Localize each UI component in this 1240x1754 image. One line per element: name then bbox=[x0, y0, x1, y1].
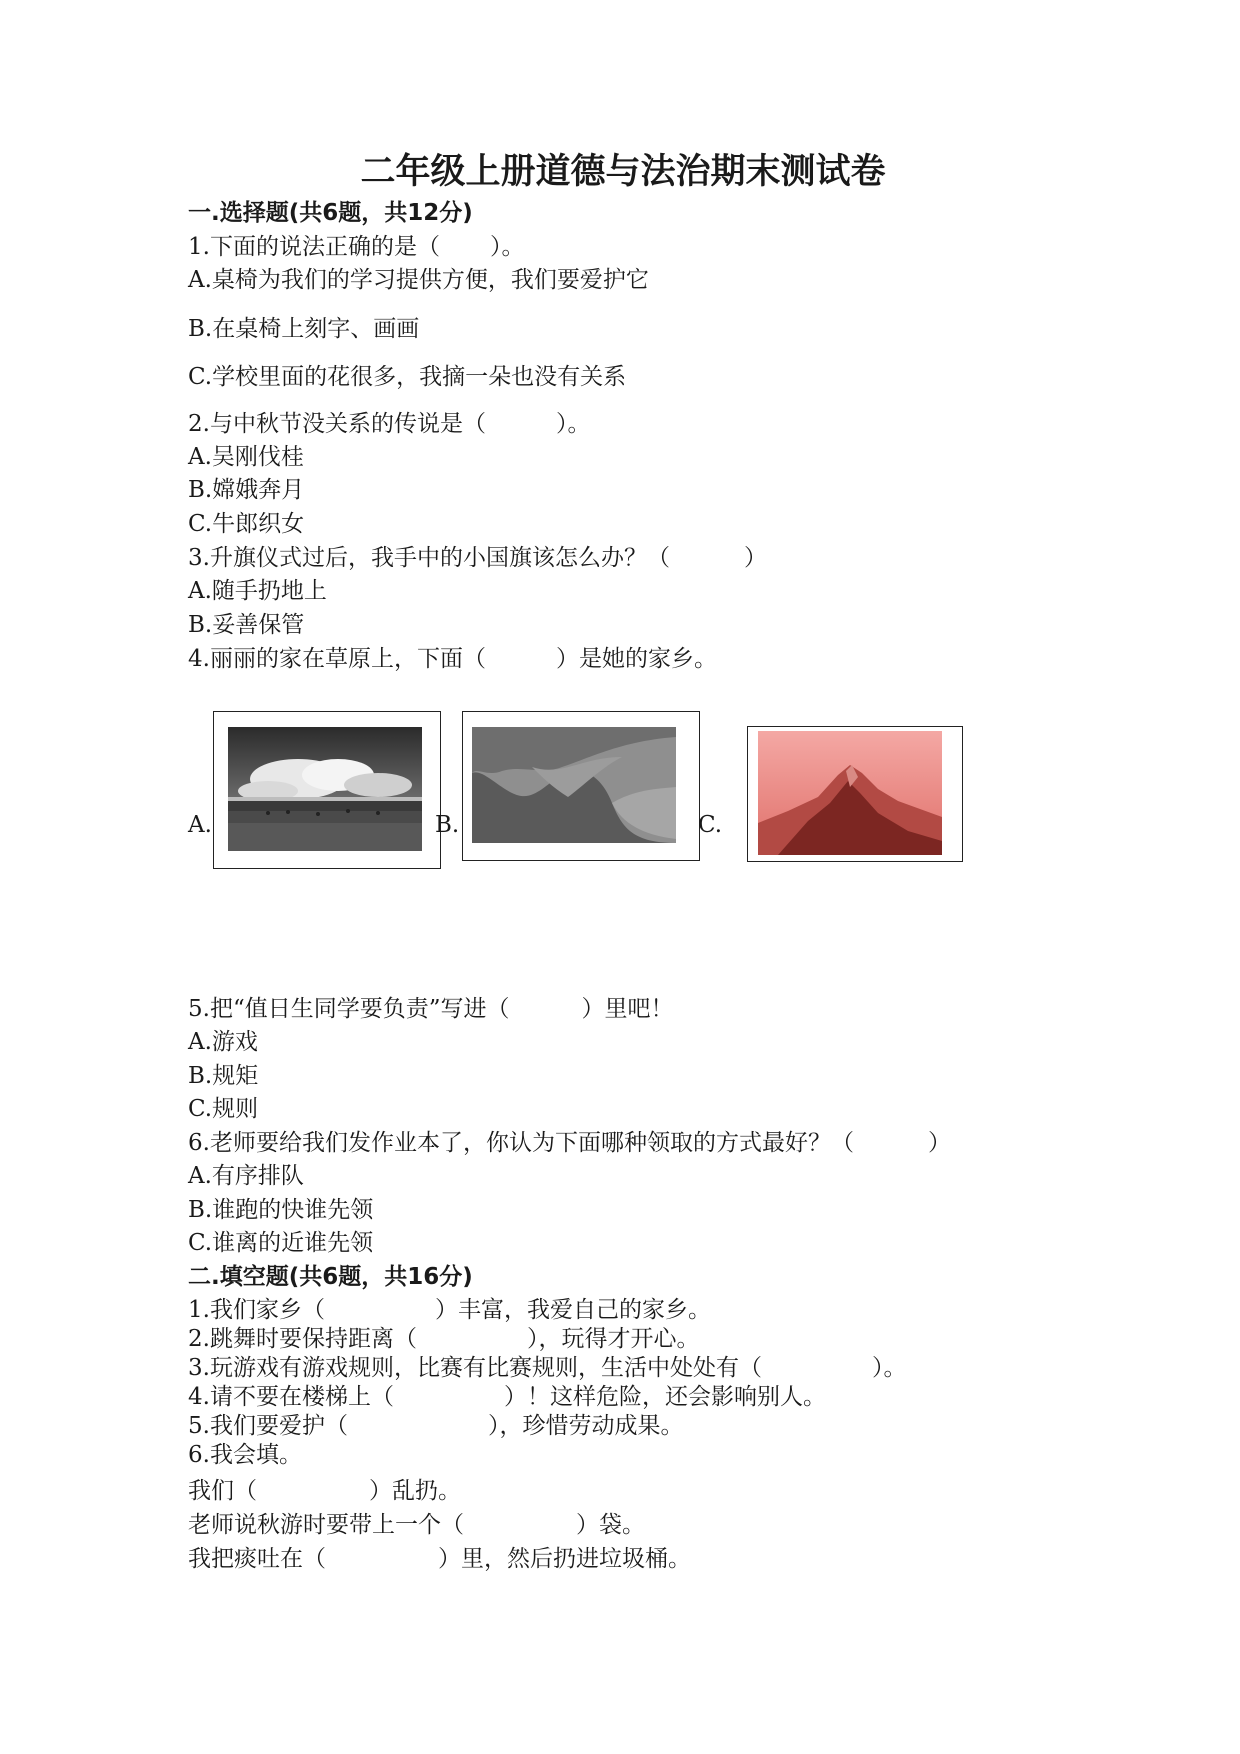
stem-text: 3.玩游戏有游戏规则，比赛有比赛规则，生活中处处有（ bbox=[188, 1355, 762, 1381]
stem-text: 4.请不要在楼梯上（ bbox=[188, 1384, 394, 1410]
fill-question-3 bbox=[188, 1353, 906, 1383]
fill-question-6-line-2 bbox=[188, 1510, 645, 1540]
question-5-option-b: B.规矩 bbox=[188, 1063, 259, 1089]
stem-text: ）。 bbox=[871, 1355, 907, 1381]
question-3-stem bbox=[188, 543, 767, 573]
question-1-stem bbox=[188, 232, 524, 262]
stem-text: ）是她的家乡。 bbox=[555, 646, 717, 672]
stem-text: 2.与中秋节没关系的传说是（ bbox=[188, 411, 486, 437]
section-heading-fill: 二.填空题(共6题，共16分) bbox=[188, 1264, 473, 1290]
fill-question-6-line-3 bbox=[188, 1544, 691, 1574]
question-1-option-c: C.学校里面的花很多，我摘一朵也没有关系 bbox=[188, 364, 627, 390]
question-4-stem bbox=[188, 644, 717, 674]
question-2-option-c: C.牛郎织女 bbox=[188, 511, 305, 537]
stem-text: 1.我们家乡（ bbox=[188, 1297, 325, 1323]
stem-text: 5.我们要爱护（ bbox=[188, 1413, 348, 1439]
stem-text: ）！这样危险，还会影响别人。 bbox=[503, 1384, 826, 1410]
fill-question-6-stem: 6.我会填。 bbox=[188, 1442, 302, 1468]
stem-text: 2.跳舞时要保持距离（ bbox=[188, 1326, 417, 1352]
grassland-photo bbox=[228, 727, 422, 851]
stem-text: ）。 bbox=[489, 234, 525, 260]
stem-text: 5.把“值日生同学要负责”写进（ bbox=[188, 996, 510, 1022]
stem-text: 6.老师要给我们发作业本了，你认为下面哪种领取的方式最好？（ bbox=[188, 1130, 854, 1156]
question-4-option-a: A. bbox=[188, 812, 212, 838]
question-6-option-b: B.谁跑的快谁先领 bbox=[188, 1197, 374, 1223]
stem-text: ）袋。 bbox=[576, 1512, 645, 1538]
stem-text: ）。 bbox=[555, 411, 591, 437]
fill-question-1 bbox=[188, 1295, 711, 1325]
question-6-stem bbox=[188, 1128, 951, 1158]
stem-text: 3.升旗仪式过后，我手中的小国旗该怎么办？（ bbox=[188, 545, 670, 571]
question-3-option-a: A.随手扔地上 bbox=[188, 578, 327, 604]
question-2-option-b: B.嫦娥奔月 bbox=[188, 477, 305, 503]
mountain-photo bbox=[758, 731, 942, 855]
question-5-stem bbox=[188, 994, 673, 1024]
fill-question-2 bbox=[188, 1324, 699, 1354]
stem-text: ）里，然后扔进垃圾桶。 bbox=[438, 1546, 691, 1572]
stem-text: ），玩得才开心。 bbox=[526, 1326, 700, 1352]
page-title: 二年级上册道德与法治期末测试卷 bbox=[360, 152, 886, 192]
fill-question-5 bbox=[188, 1411, 683, 1441]
fill-question-4 bbox=[188, 1382, 826, 1412]
question-5-option-c: C.规则 bbox=[188, 1096, 259, 1122]
question-6-option-c: C.谁离的近谁先领 bbox=[188, 1230, 374, 1256]
stem-text: 我们（ bbox=[188, 1478, 257, 1504]
stem-text: 1.下面的说法正确的是（ bbox=[188, 234, 440, 260]
section-heading-choice: 一.选择题(共6题，共12分) bbox=[188, 200, 473, 226]
question-2-option-a: A.吴刚伐桂 bbox=[188, 444, 304, 470]
stem-text: ）里吧！ bbox=[581, 996, 674, 1022]
fill-question-6-line-1 bbox=[188, 1476, 461, 1506]
stem-text: 4.丽丽的家在草原上，下面（ bbox=[188, 646, 486, 672]
question-4-option-b: B. bbox=[435, 812, 460, 838]
stem-text: ）乱扔。 bbox=[369, 1478, 461, 1504]
stem-text: 我把痰吐在（ bbox=[188, 1546, 326, 1572]
desert-photo bbox=[472, 727, 676, 843]
question-3-option-b: B.妥善保管 bbox=[188, 612, 305, 638]
stem-text: ） bbox=[927, 1130, 951, 1156]
stem-text: 老师说秋游时要带上一个（ bbox=[188, 1512, 464, 1538]
question-1-option-a: A.桌椅为我们的学习提供方便，我们要爱护它 bbox=[188, 267, 649, 293]
stem-text: ）丰富，我爱自己的家乡。 bbox=[434, 1297, 711, 1323]
stem-text: ），珍惜劳动成果。 bbox=[487, 1413, 684, 1439]
stem-text: ） bbox=[743, 545, 767, 571]
question-2-stem bbox=[188, 409, 590, 439]
question-5-option-a: A.游戏 bbox=[188, 1029, 258, 1055]
question-6-option-a: A.有序排队 bbox=[188, 1163, 304, 1189]
question-1-option-b: B.在桌椅上刻字、画画 bbox=[188, 316, 420, 342]
question-4-option-c: C. bbox=[698, 812, 723, 838]
